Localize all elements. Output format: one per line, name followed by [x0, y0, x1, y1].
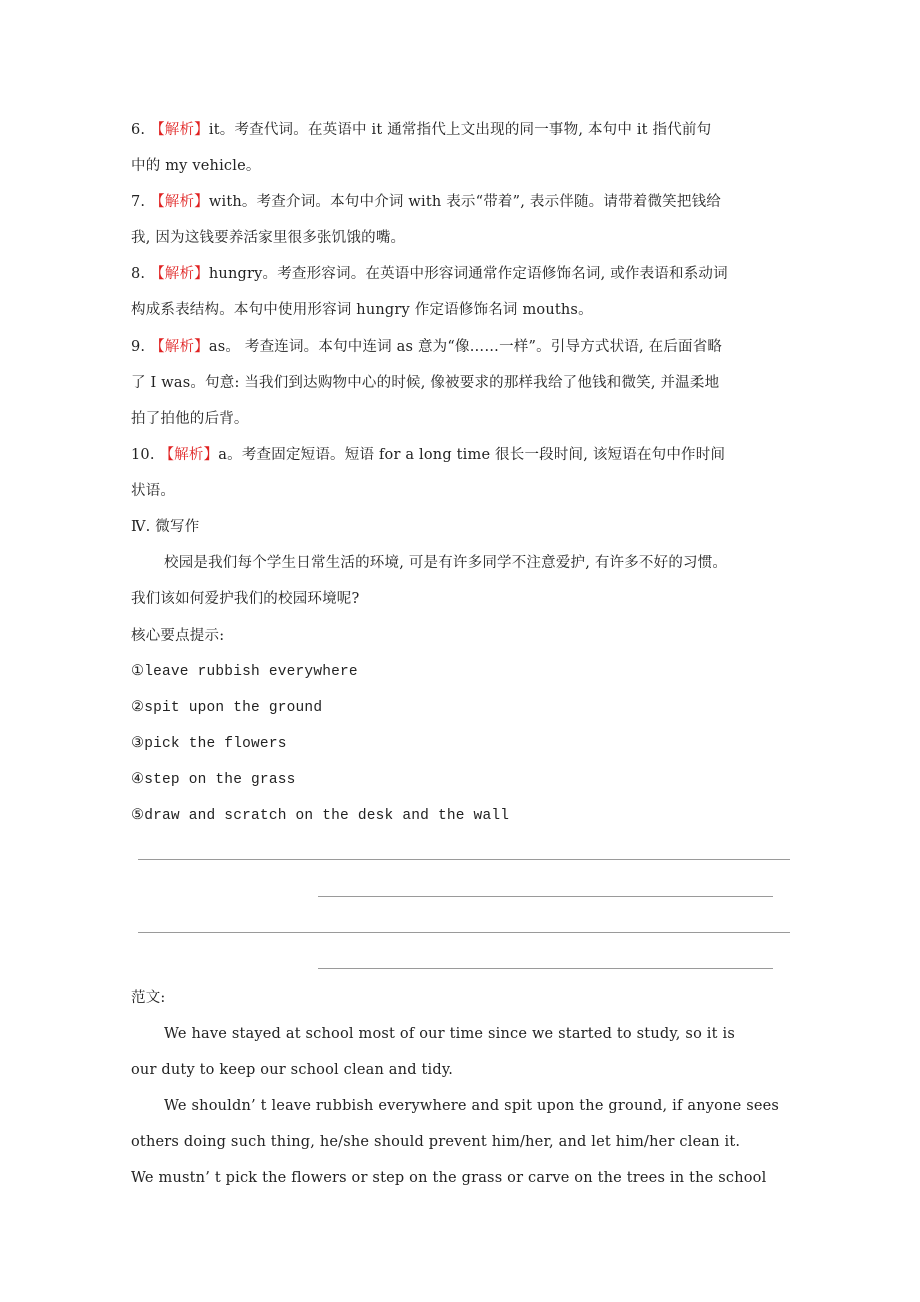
prompt-line-1: 校园是我们每个学生日常生活的环境, 可是有许多同学不注意爱护, 有许多不好的习惯。 [164, 555, 728, 571]
hint-item-5: ⑤draw and scratch on the desk and the wall [131, 808, 510, 824]
hint-item-1: ①leave rubbish everywhere [131, 664, 358, 680]
answer-text: with。考查介词。本句中介词 with 表示“带着”, 表示伴随。请带着微笑把钱给 [208, 194, 721, 210]
answer-9-line-3: 拍了拍他的后背。 [131, 411, 249, 427]
analysis-tag: 【解析】 [150, 194, 209, 210]
answer-text: as。 考查连词。本句中连词 as 意为“像……一样”。引导方式状语, 在后面省略 [208, 339, 723, 355]
hint-item-4: ④step on the grass [131, 772, 296, 788]
answer-8-line-2: 构成系表结构。本句中使用形容词 hungry 作定语修饰名词 mouths。 [131, 302, 593, 318]
sample-line-1: We have stayed at school most of our time since we started to study, so it is [164, 1026, 735, 1042]
answer-text: it。考查代词。在英语中 it 通常指代上文出现的同一事物, 本句中 it 指代前句 [208, 122, 712, 138]
answer-10-line-1 [131, 445, 725, 465]
sample-line-4: others doing such thing, he/she should prevent him/her, and let him/her clean it. [131, 1134, 741, 1150]
writing-line-1 [138, 859, 790, 860]
answer-number: 10. [131, 447, 155, 463]
analysis-tag: 【解析】 [150, 266, 209, 282]
answer-number: 9. [131, 339, 146, 355]
answer-number: 8. [131, 266, 146, 282]
answer-text: hungry。考查形容词。在英语中形容词通常作定语修饰名词, 或作表语和系动词 [208, 266, 728, 282]
analysis-tag: 【解析】 [159, 447, 219, 463]
prompt-line-2: 我们该如何爱护我们的校园环境呢? [131, 591, 360, 607]
answer-8-line-1 [131, 264, 728, 284]
answer-text: a。考查固定短语。短语 for a long time 很长一段时间, 该短语在句中作时间 [218, 447, 726, 463]
answer-6-line-2: 中的 my vehicle。 [131, 158, 261, 174]
writing-line-4 [318, 968, 773, 969]
answer-7-line-2: 我, 因为这钱要养活家里很多张饥饿的嘴。 [131, 230, 406, 246]
answer-7-line-1 [131, 192, 721, 212]
analysis-tag: 【解析】 [150, 122, 209, 138]
hint-item-3: ③pick the flowers [131, 736, 287, 752]
sample-line-2: our duty to keep our school clean and tidy. [131, 1062, 454, 1078]
answer-number: 6. [131, 122, 146, 138]
writing-line-3 [138, 932, 790, 933]
answer-9-line-1 [131, 337, 722, 357]
hint-item-2: ②spit upon the ground [131, 700, 323, 716]
answer-10-line-2: 状语。 [131, 483, 176, 499]
sample-line-5: We mustn’ t pick the flowers or step on the grass or carve on the trees in the school [131, 1170, 767, 1186]
sample-line-3: We shouldn’ t leave rubbish everywhere and spit upon the ground, if anyone sees [164, 1098, 780, 1114]
answer-number: 7. [131, 194, 146, 210]
hints-label: 核心要点提示: [131, 628, 225, 644]
analysis-tag: 【解析】 [150, 339, 209, 355]
sample-label: 范文: [131, 990, 166, 1006]
writing-line-2 [318, 896, 773, 897]
section-heading: Ⅳ. 微写作 [131, 519, 200, 535]
answer-6-line-1 [131, 120, 711, 140]
answer-9-line-2: 了 I was。句意: 当我们到达购物中心的时候, 像被要求的那样我给了他钱和微笑, 并温柔地 [131, 375, 720, 391]
